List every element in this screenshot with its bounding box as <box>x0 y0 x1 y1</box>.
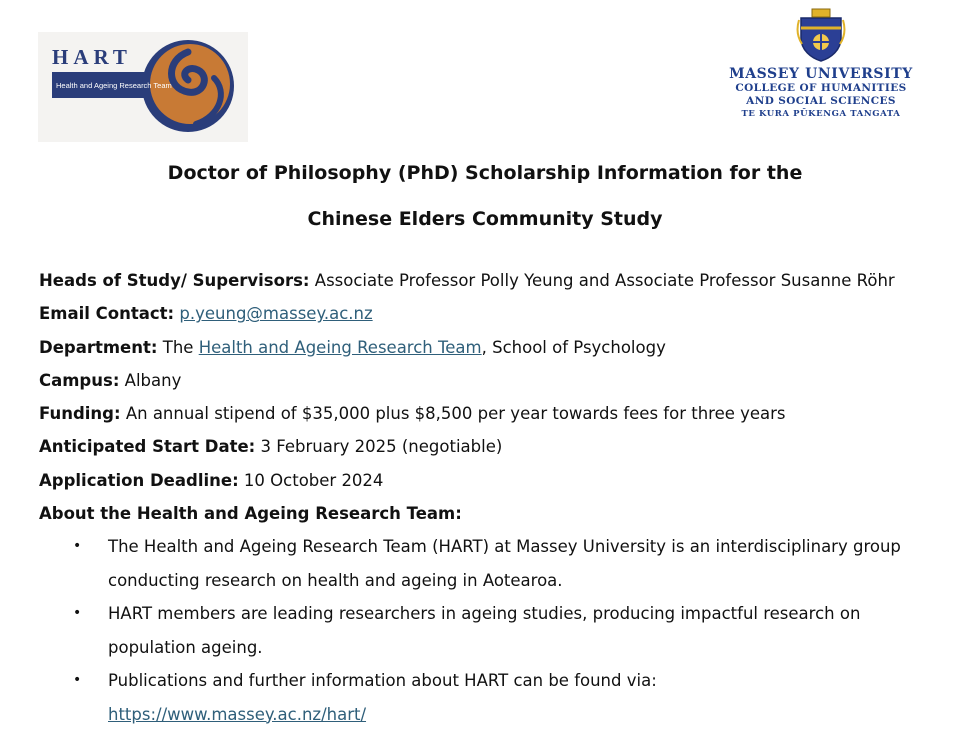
start-date-row <box>39 430 959 463</box>
list-item <box>0 530 928 597</box>
campus-label: Campus: <box>39 370 120 390</box>
funding-label: Funding: <box>39 404 121 424</box>
department-row <box>39 331 959 364</box>
massey-college-line1: COLLEGE OF HUMANITIES <box>735 82 907 94</box>
email-link[interactable]: p.yeung@massey.ac.nz <box>179 304 373 324</box>
hart-website-link[interactable]: https://www.massey.ac.nz/hart/ <box>108 704 367 724</box>
hart-team-link[interactable]: Health and Ageing Research Team <box>198 337 482 357</box>
massey-maori-name: TE KURA PŪKENGA TANGATA <box>741 109 901 119</box>
department-suffix: , School of Psychology <box>481 337 666 357</box>
campus-value: Albany <box>124 370 182 390</box>
deadline-row <box>39 464 959 497</box>
bullet-icon: • <box>73 538 82 554</box>
document-title-line2: Chinese Elders Community Study <box>307 208 663 230</box>
deadline-label: Application Deadline: <box>39 470 239 490</box>
scholarship-details <box>39 264 959 530</box>
list-item <box>0 597 928 664</box>
bullet-icon: • <box>73 605 82 621</box>
heads-of-study-label: Heads of Study/ Supervisors: <box>39 271 310 290</box>
hart-logo <box>38 32 248 142</box>
about-heading: About the Health and Ageing Research Team: <box>39 504 462 524</box>
department-label: Department: <box>39 337 158 357</box>
campus-row <box>39 364 959 397</box>
list-item-text: Publications and further information about HART can be found via: <box>108 671 657 690</box>
massey-logo <box>716 6 926 130</box>
list-item-text: The Health and Ageing Research Team (HART) at Massey University is an interdisciplinary group conducting research on health and ageing in Aotearoa. <box>108 537 901 590</box>
about-list <box>0 530 976 731</box>
start-date-value: 3 February 2025 (negotiable) <box>260 437 503 457</box>
department-prefix: The <box>162 337 194 357</box>
massey-university-name: MASSEY UNIVERSITY <box>729 66 913 82</box>
deadline-value: 10 October 2024 <box>243 470 384 490</box>
email-contact-label: Email Contact: <box>39 304 175 324</box>
funding-row <box>39 397 959 430</box>
hart-logo-subtitle: Health and Ageing Research Team <box>56 81 172 90</box>
list-item-text: HART members are leading researchers in ageing studies, producing impactful research on population ageing. <box>108 604 861 657</box>
heads-of-study-value: Associate Professor Polly Yeung and Associate Professor Susanne Röhr <box>314 271 895 290</box>
bullet-icon: • <box>73 672 82 688</box>
hart-logo-name: HART <box>52 45 132 69</box>
massey-college-line2: AND SOCIAL SCIENCES <box>746 95 896 107</box>
heads-of-study-row <box>39 264 959 297</box>
massey-crest-icon <box>796 6 846 62</box>
list-item <box>0 664 928 731</box>
document-title-line1: Doctor of Philosophy (PhD) Scholarship Information for the <box>167 162 803 184</box>
email-contact-row <box>39 297 959 330</box>
start-date-label: Anticipated Start Date: <box>39 437 256 457</box>
funding-value: An annual stipend of $35,000 plus $8,500 per year towards fees for three years <box>125 404 786 424</box>
